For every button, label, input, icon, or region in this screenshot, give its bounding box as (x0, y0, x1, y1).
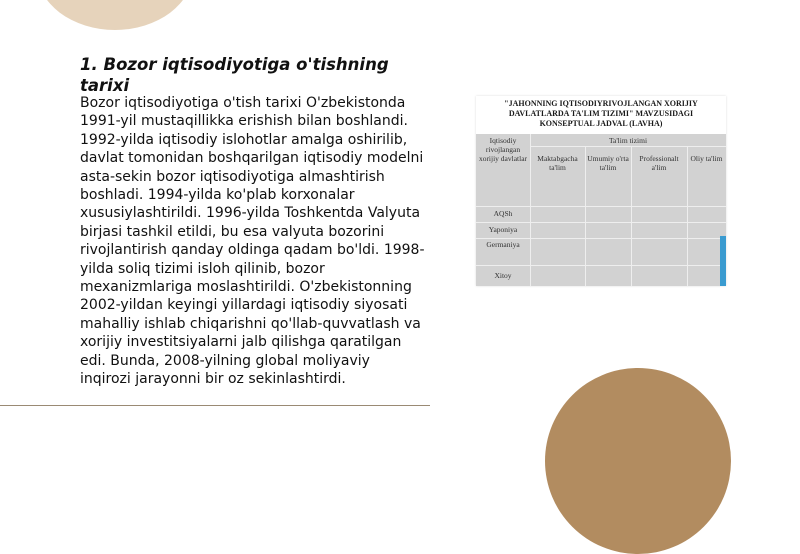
slide-heading: 1. Bozor iqtisodiyotiga o'tishning tarixi (80, 55, 389, 95)
table-column-header: Umumiy o'rta ta'lim (587, 154, 629, 172)
table-column-header: Professionalt a'lim (639, 154, 679, 172)
table-column-header: Oliy ta'lim (690, 154, 723, 163)
divider-line (0, 405, 430, 406)
table-image-title-line: DAVLATLARDA TA'LIM TIZIMI" MAVZUSIDAGI (508, 109, 694, 118)
table-row-header: Germaniya (486, 240, 520, 249)
table-image-title (476, 99, 726, 129)
table-row-header: Yaponiya (488, 225, 518, 234)
table-image-title-line: "JAHONNING IQTISODIYRIVOJLANGAN XORIJIY (504, 99, 698, 108)
table-image-title-line: KONSEPTUAL JADVAL (LAVHA) (539, 119, 663, 128)
decorative-circle-top (37, 0, 193, 30)
concept-table-image (476, 96, 726, 286)
table-accent-bar (720, 236, 726, 286)
table-group-header: Ta'lim tizimi (608, 136, 648, 145)
decorative-circle-bottom (545, 368, 731, 554)
table-row-header: Xitoy (494, 271, 512, 280)
slide-body-text: Bozor iqtisodiyotiga o'tish tarixi O'zbekistonda 1991-yil mustaqillikka erishish bilan boshlandi. 1992-yilda iqtisodiy islohotlar amalga oshirilib, davlat tomonidan boshqarilgan iqtisodiy modelni asta-sekin bozor iqtisodiyotiga almashtirish boshladi. 1994-yilda ko'plab korxonalar xususiylashtirildi. 1996-yilda Toshkentda Valyuta birjasi tashkil etildi, bu esa valyuta bozorini rivojlantirish qanday oldinga qadam bo'ldi. 1998-yilda soliq tizimi isloh qilinib, bozor mexanizmlariga moslashtirildi. O'zbekistonning 2002-yildan keyingi yillardagi iqtisodiy siyosati mahalliy ishlab chiqarishni qo'llab-quvvatlash va xorijiy investitsiyalarni jalb qilishga qaratilgan edi. Bunda, 2008-yilning global moliyaviy inqirozi jarayonni bir oz sekinlashtirdi. (80, 95, 425, 388)
table-row-header: AQSh (493, 209, 513, 218)
table-column-header: Maktabgacha ta'lim (537, 154, 578, 172)
concept-table (476, 134, 726, 286)
table-corner-header: Iqtisodiy rivojlangan xorijiy davlatlar (478, 136, 528, 163)
